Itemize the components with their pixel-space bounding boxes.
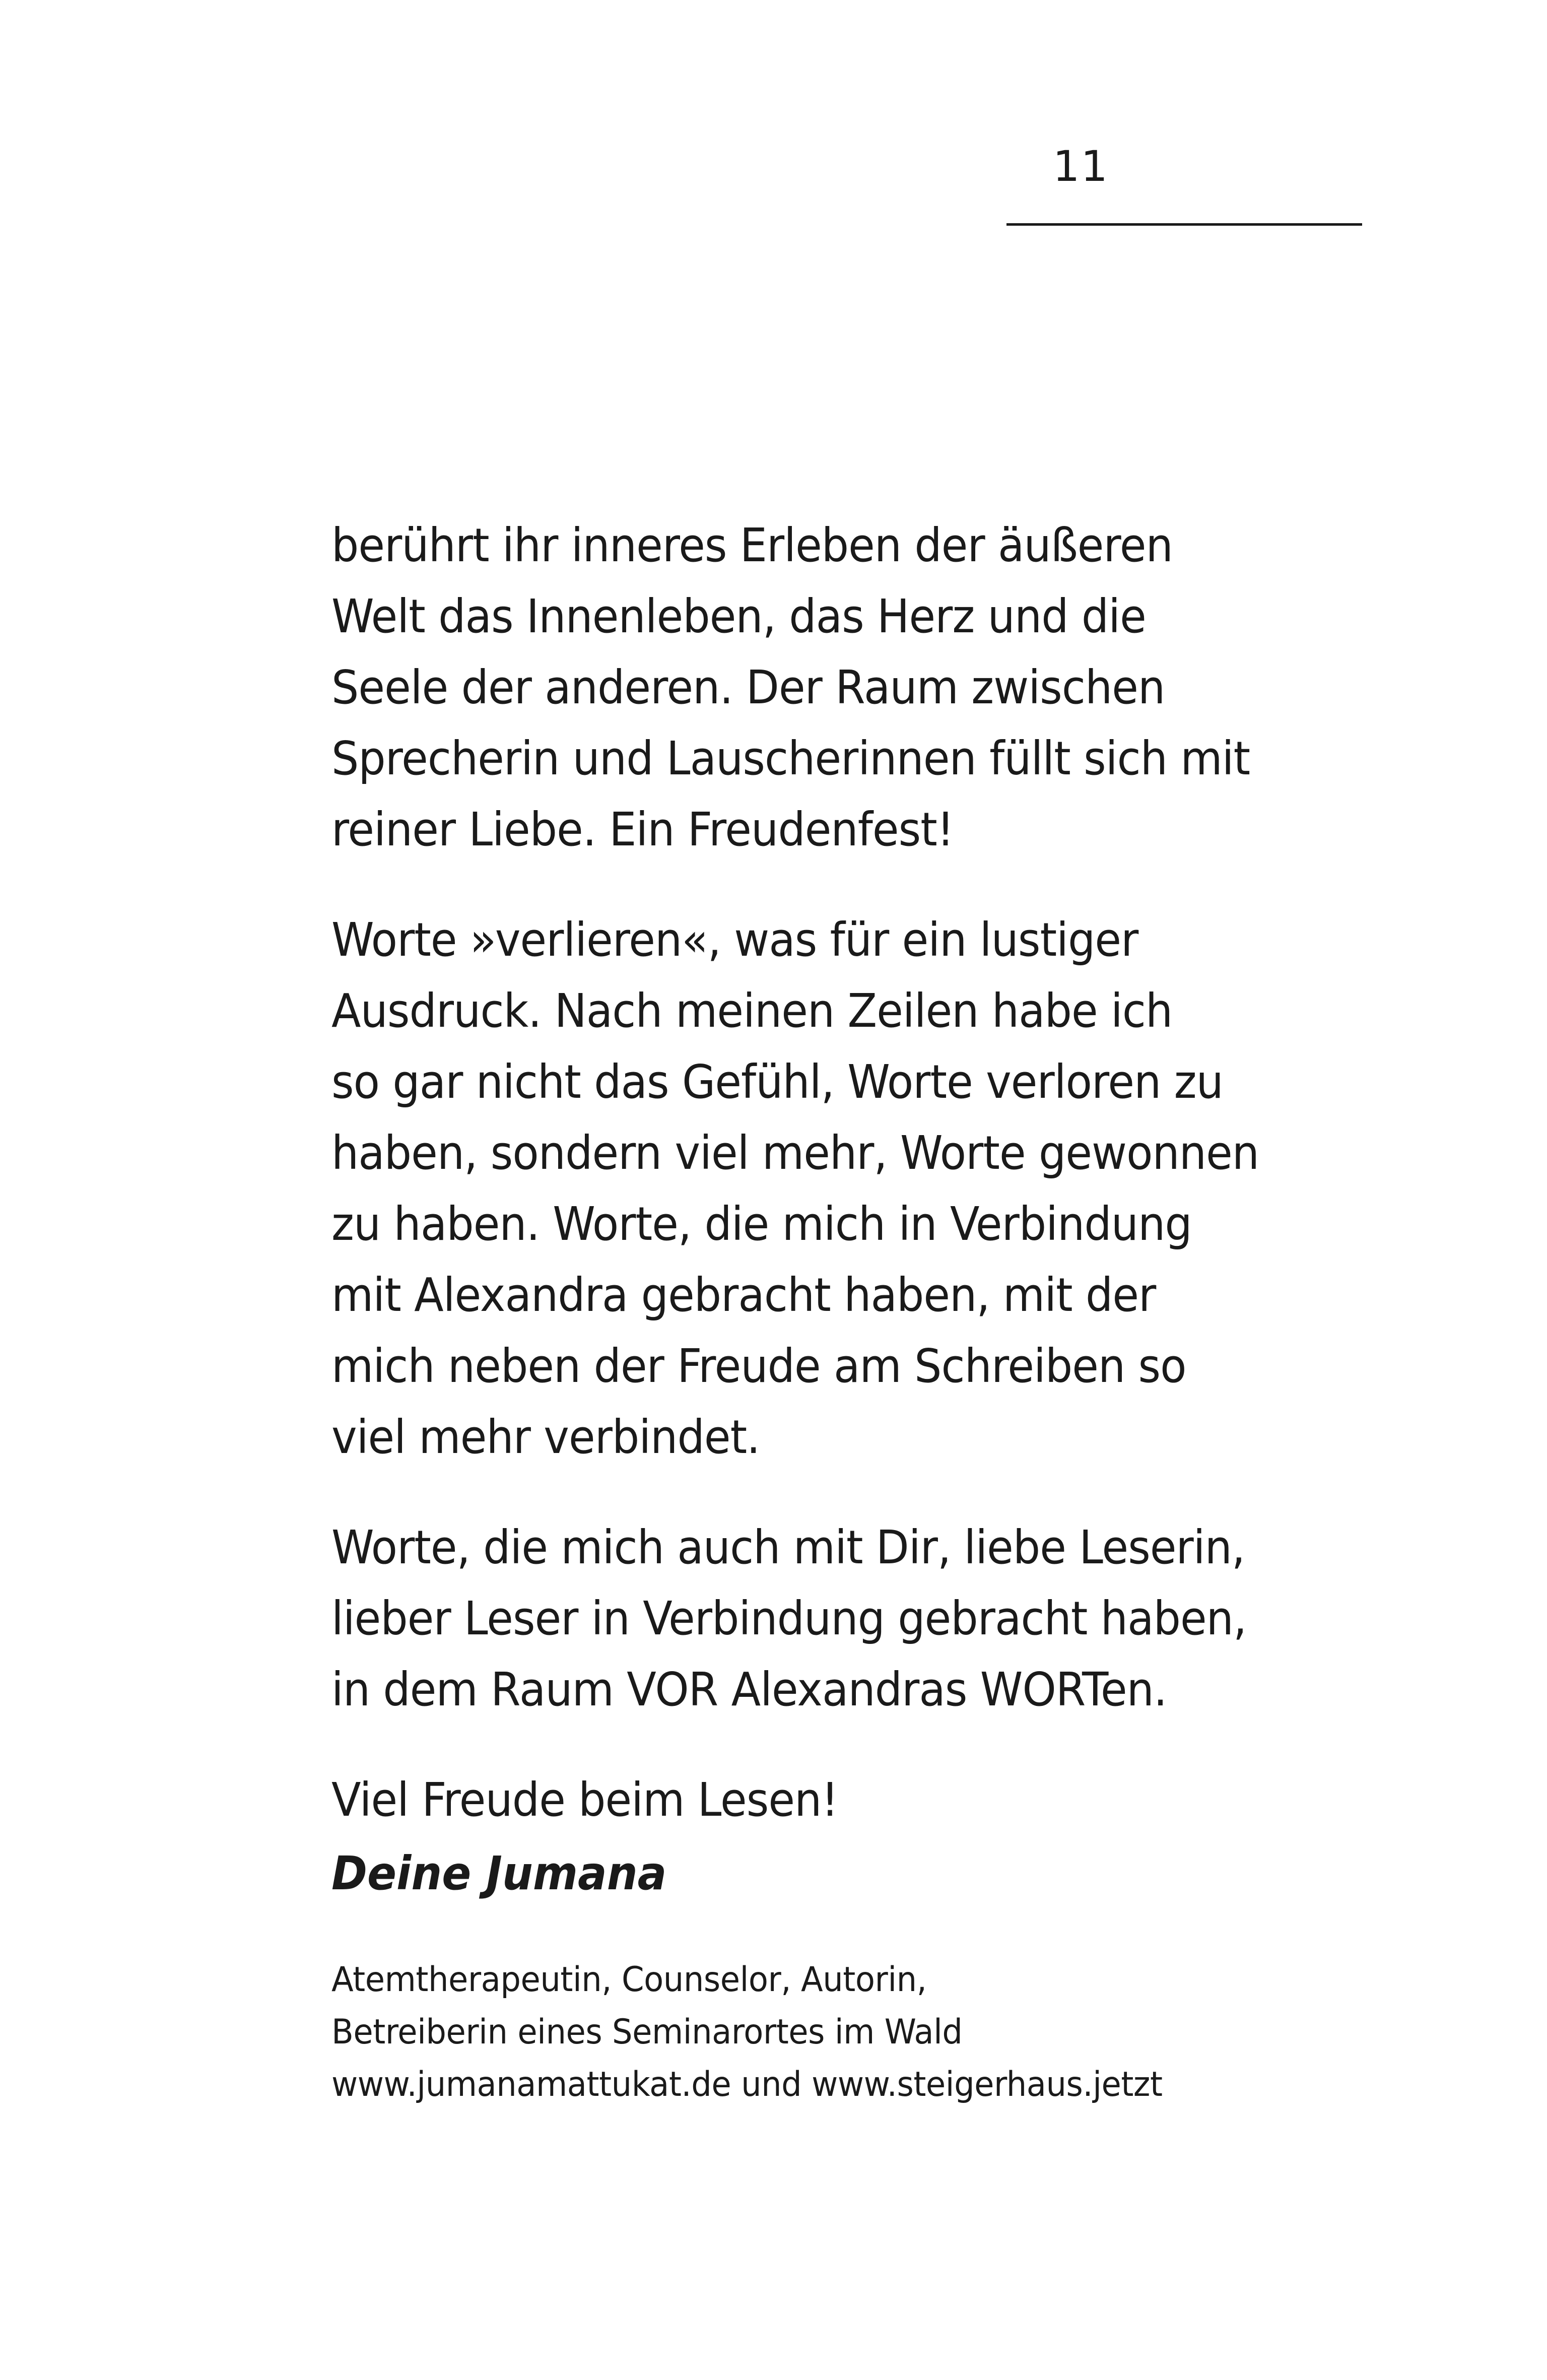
- text-line: lieber Leser in Verbindung gebracht haben,: [331, 1592, 1247, 1645]
- text-line: Sprecherin und Lauscherinnen füllt sich mit: [331, 732, 1250, 785]
- greeting-line: Viel Freude beim Lesen!: [331, 1773, 838, 1827]
- text-line: berührt ihr inneres Erleben der äußeren: [331, 518, 1173, 572]
- body-text: [331, 510, 1259, 1912]
- text-line: so gar nicht das Gefühl, Worte verloren zu: [331, 1055, 1223, 1109]
- paragraph-3: [331, 1512, 1247, 1725]
- paragraph-1: [331, 510, 1250, 865]
- text-line: Ausdruck. Nach meinen Zeilen habe ich: [331, 984, 1173, 1038]
- author-credits: [331, 1954, 1231, 2111]
- text-line: Seele der anderen. Der Raum zwischen: [331, 660, 1165, 714]
- text-line: Worte, die mich auch mit Dir, liebe Leserin,: [331, 1520, 1245, 1574]
- text-line: viel mehr verbindet.: [331, 1410, 760, 1464]
- text-line: mit Alexandra gebracht haben, mit der: [331, 1268, 1156, 1322]
- page-number: 11: [1053, 142, 1109, 191]
- text-line: haben, sondern viel mehr, Worte gewonnen: [331, 1126, 1259, 1180]
- signature: Deine Jumana: [331, 1846, 667, 1900]
- text-line: Welt das Innenleben, das Herz und die: [331, 589, 1146, 643]
- credit-line: Atemtherapeutin, Counselor, Autorin,: [331, 1960, 927, 2000]
- credit-line: Betreiberin eines Seminarortes im Wald: [331, 2012, 963, 2052]
- paragraph-spacer: [331, 1473, 1222, 1512]
- text-line: Worte »verlieren«, was für ein lustiger: [331, 913, 1138, 967]
- text-line: zu haben. Worte, die mich in Verbindung: [331, 1197, 1192, 1251]
- closing: [331, 1764, 1222, 1912]
- text-line: in dem Raum VOR Alexandras WORTen.: [331, 1663, 1167, 1716]
- paragraph-spacer: [331, 865, 1222, 904]
- header-rule: [1006, 223, 1362, 226]
- text-line: reiner Liebe. Ein Freudenfest!: [331, 803, 954, 856]
- text-line: mich neben der Freude am Schreiben so: [331, 1339, 1186, 1393]
- paragraph-2: [331, 904, 1259, 1473]
- credit-websites: www.jumanamattukat.de und www.steigerhaus.jetzt: [331, 2065, 1163, 2104]
